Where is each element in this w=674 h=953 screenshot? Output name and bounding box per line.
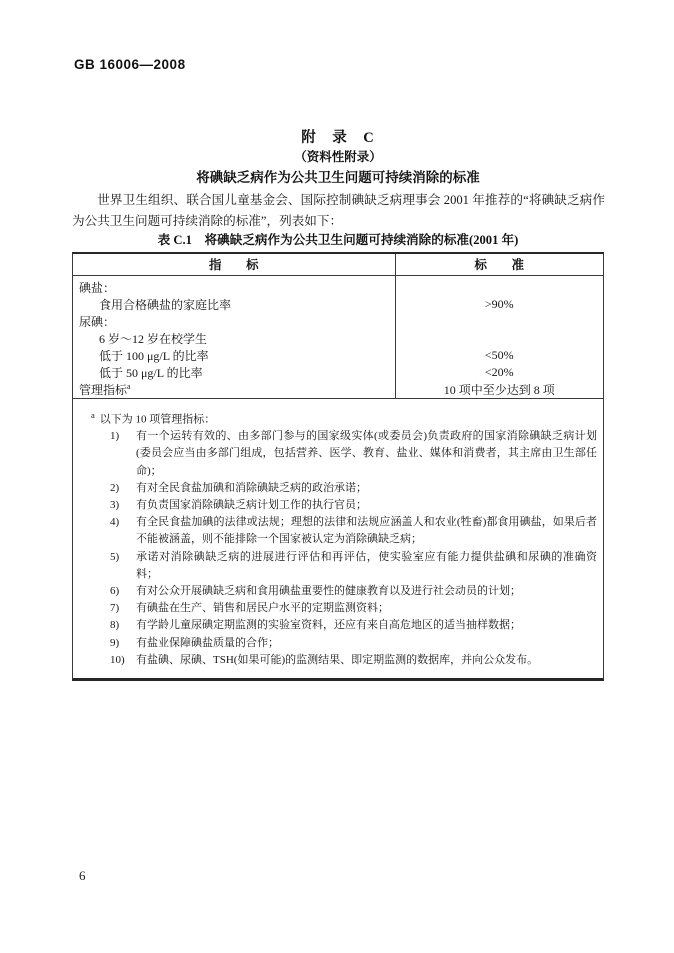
indicator-text: 低于 100 μg/L 的比率 bbox=[99, 348, 209, 363]
table-row bbox=[73, 313, 603, 330]
footnote-item-list bbox=[110, 428, 597, 669]
table-row bbox=[73, 381, 603, 399]
footnote-reference: a bbox=[127, 381, 131, 391]
indicator-text: 食用合格碘盐的家庭比率 bbox=[99, 297, 232, 312]
table-header-row bbox=[73, 254, 603, 275]
footnote-item bbox=[110, 617, 597, 634]
standard-cell bbox=[395, 313, 603, 330]
footnote-intro-line bbox=[91, 407, 597, 429]
footnote-item-text: 有全民食盐加碘的法律或法规；理想的法律和法规应涵盖人和农业(牲畜)都食用碘盐，如果后者不能被涵盖，则不能排除一个国家被认定为消除碘缺乏病； bbox=[136, 516, 597, 546]
indicator-cell bbox=[73, 313, 395, 330]
footnote-item-number: 3) bbox=[110, 498, 120, 511]
indicator-cell bbox=[73, 330, 395, 347]
footnote-item-number: 4) bbox=[110, 516, 120, 529]
footnote-item-text: 承诺对消除碘缺乏病的进展进行评估和再评估，使实验室应有能力提供盐碘和尿碘的准确资料； bbox=[136, 550, 597, 580]
footnote-item bbox=[110, 497, 597, 514]
column-header-indicator: 指 标 bbox=[73, 254, 395, 275]
indicator-text: 管理指标 bbox=[79, 382, 128, 397]
footnote-item bbox=[110, 635, 597, 652]
footnote-item bbox=[110, 428, 597, 480]
footnote-item bbox=[110, 549, 597, 583]
table-footnote bbox=[73, 398, 603, 678]
footnote-item-text: 有负责国家消除碘缺乏病计划工作的执行官员； bbox=[136, 498, 367, 511]
standard-cell: 10 项中至少达到 8 项 bbox=[443, 382, 555, 397]
table-row bbox=[73, 275, 603, 296]
table-footnote-row bbox=[73, 398, 603, 678]
footnote-item-text: 有对公众开展碘缺乏病和食用碘盐重要性的健康教育以及进行社会动员的计划； bbox=[136, 584, 521, 597]
indicator-text: 尿碘： bbox=[79, 314, 116, 329]
footnote-item-number: 2) bbox=[110, 481, 120, 494]
indicator-cell bbox=[73, 364, 395, 381]
intro-paragraph: 世界卫生组织、联合国儿童基金会、国际控制碘缺乏病理事会 2001 年推荐的“将碘缺乏病作为公共卫生问题可持续消除的标准”，列表如下： bbox=[72, 193, 605, 228]
footnote-item bbox=[110, 600, 597, 617]
footnote-item-number: 8) bbox=[110, 619, 120, 632]
appendix-subheading: （资料性附录） bbox=[294, 150, 382, 164]
footnote-item-number: 7) bbox=[110, 602, 120, 615]
footnote-item-text: 有盐业保障碘盐质量的合作； bbox=[136, 636, 279, 649]
table-row bbox=[73, 347, 603, 364]
footnote-marker: a bbox=[91, 409, 95, 420]
footnote-item-text: 有对全民食盐加碘和消除碘缺乏病的政治承诺； bbox=[136, 481, 367, 494]
standards-table bbox=[72, 252, 604, 681]
appendix-title: 将碘缺乏病作为公共卫生问题可持续消除的标准 bbox=[196, 170, 480, 185]
standard-cell: <50% bbox=[484, 347, 514, 362]
column-header-standard: 标 准 bbox=[395, 254, 603, 275]
indicator-text: 低于 50 μg/L 的比率 bbox=[99, 365, 203, 380]
indicator-cell bbox=[73, 381, 395, 399]
indicator-cell bbox=[73, 296, 395, 313]
indicator-cell bbox=[73, 347, 395, 364]
page-number: 6 bbox=[79, 868, 86, 883]
standard-cell: <20% bbox=[484, 364, 514, 379]
footnote-item-number: 10) bbox=[110, 653, 125, 666]
indicator-cell bbox=[73, 275, 395, 296]
footnote-item-text: 有盐碘、尿碘、TSH(如果可能)的监测结果、即定期监测的数据库，并向公众发布。 bbox=[136, 653, 539, 666]
footnote-item-number: 9) bbox=[110, 636, 120, 649]
footnote-item bbox=[110, 652, 597, 669]
footnote-intro-text: 以下为 10 项管理指标： bbox=[99, 413, 216, 426]
table-row bbox=[73, 364, 603, 381]
table-caption: 表 C.1 将碘缺乏病作为公共卫生问题可持续消除的标准(2001 年) bbox=[157, 233, 519, 247]
table-row bbox=[73, 330, 603, 347]
footnote-item-number: 5) bbox=[110, 550, 120, 563]
indicator-text: 碘盐： bbox=[79, 280, 116, 295]
standard-number-header: GB 16006—2008 bbox=[74, 57, 186, 72]
standard-cell: >90% bbox=[484, 296, 514, 311]
footnote-item-number: 6) bbox=[110, 584, 120, 597]
footnote-item-text: 有碘盐在生产、销售和居民户水平的定期监测资料； bbox=[136, 602, 389, 615]
footnote-item-text: 有学龄儿童尿碘定期监测的实验室资料，还应有来自高危地区的适当抽样数据； bbox=[136, 619, 521, 632]
standard-cell bbox=[395, 330, 603, 347]
footnote-item bbox=[110, 583, 597, 600]
appendix-heading: 附 录 C bbox=[301, 130, 375, 146]
table-row bbox=[73, 296, 603, 313]
footnote-item bbox=[110, 480, 597, 497]
footnote-item-number: 1) bbox=[110, 430, 120, 443]
footnote-item bbox=[110, 514, 597, 548]
footnote-item-text: 有一个运转有效的、由多部门参与的国家级实体(或委员会)负责政府的国家消除碘缺乏病计划(委员会应当由多部门组成，包括营养、医学、教育、盐业、媒体和消费者，其主席由卫生部任命)； bbox=[136, 430, 597, 477]
standard-cell bbox=[395, 275, 603, 296]
indicator-text: 6 岁～12 岁在校学生 bbox=[99, 331, 208, 346]
